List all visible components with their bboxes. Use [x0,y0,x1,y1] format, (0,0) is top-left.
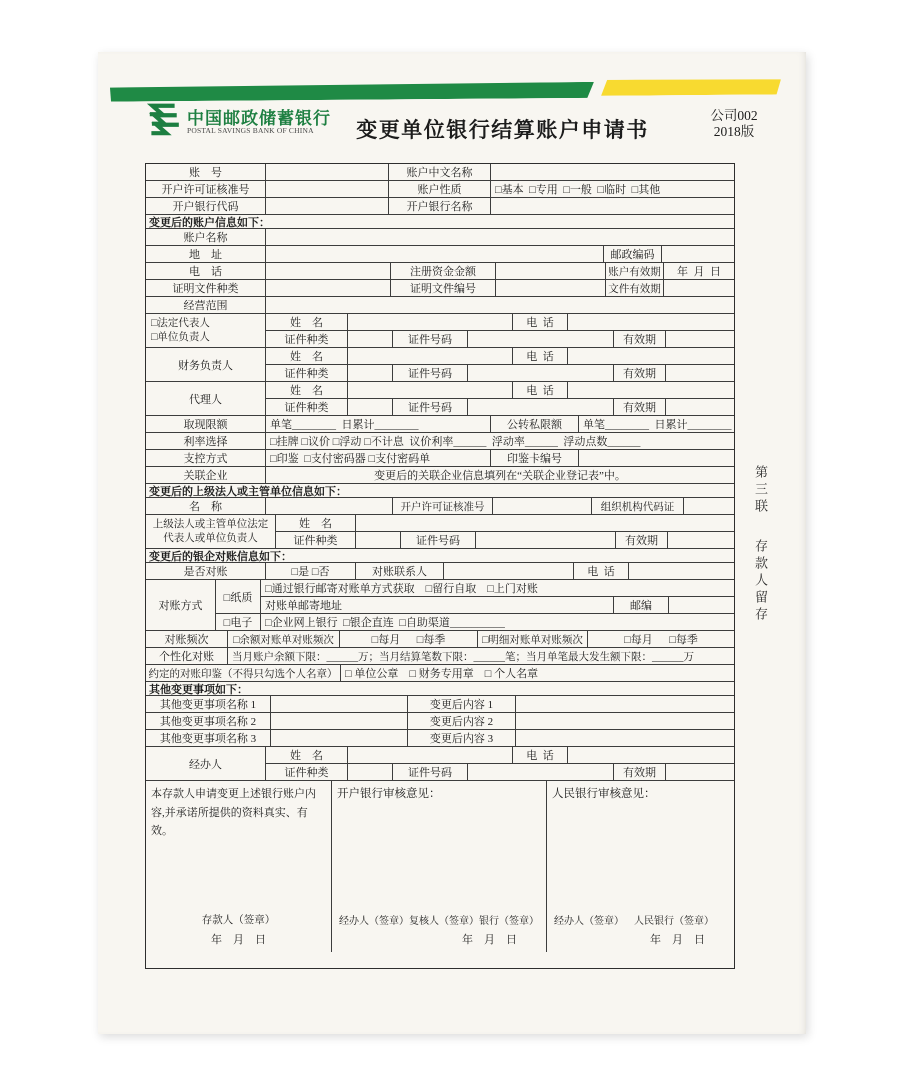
legal-rep-option: □法定代表人 [151,318,210,330]
address-label: 地 址 [146,246,266,262]
blank-cell [666,764,734,780]
table-row [146,450,734,467]
table-row [146,665,734,682]
blank-cell [629,563,734,579]
blank-cell [356,532,401,548]
table-row [146,229,734,246]
other-change-name2-label: 其他变更事项名称 2 [146,713,271,729]
operator-fields [266,747,734,780]
reg-capital-label: 注册资金金额 [391,263,496,279]
account-cn-name-label: 账户中文名称 [389,164,491,180]
business-scope-label: 经营范围 [146,297,266,313]
form-title: 变更单位银行结算账户申请书 [356,119,649,142]
phone-label: 电 话 [513,747,568,763]
blank-cell [266,198,389,214]
copy-number: 第三联 [753,465,768,516]
mail-postcode-label: 邮编 [614,597,669,613]
superior-rep-label-line1: 上级法人或主管单位法定 [152,519,269,531]
id-no-label: 证件号码 [401,532,476,548]
table-row [146,730,734,747]
account-name-label: 账户名称 [146,229,266,245]
balance-freq-choices: □每月 □每季 [340,631,478,647]
table-row [146,713,734,730]
form-table [145,163,735,969]
id-no-label: 证件号码 [393,399,468,415]
other-change-name3-label: 其他变更事项名称 3 [146,730,271,746]
recon-method-label: 对账方式 [146,580,216,630]
table-row [261,580,734,597]
is-recon-label: 是否对账 [146,563,266,579]
copy-holder: 存款人留存 [753,539,768,625]
legal-rep-label [146,314,266,347]
table-row [146,164,734,181]
cash-limit-fields: 单笔________ 日累计________ [266,416,491,432]
finance-officer-fields [266,348,734,381]
blank-cell [666,399,734,415]
recon-method-block [146,580,734,631]
blank-cell [568,348,734,364]
phone-label: 电 话 [513,382,568,398]
blank-cell [568,747,734,763]
recon-paper-block [216,580,734,614]
control-method-options: □印鉴 □支付密码器 □支付密码单 [266,450,491,466]
blank-cell [476,532,616,548]
table-row [266,747,734,764]
table-row [146,198,734,215]
table-row [266,399,734,415]
bank-review-box [332,781,547,952]
name-label: 姓 名 [266,747,348,763]
changed-content2-label: 变更后内容 2 [408,713,516,729]
changed-content1-label: 变更后内容 1 [408,696,516,712]
blank-cell [516,730,734,746]
transfer-limit-fields: 单笔________ 日累计________ [583,419,732,431]
blank-cell [668,532,734,548]
table-row [146,280,734,297]
name-label: 姓 名 [266,382,348,398]
unit-head-option: □单位负责人 [151,331,210,343]
bank-date-line: 年 月 日 [462,934,517,946]
blank-cell [266,164,389,180]
blank-cell [348,314,513,330]
id-type-label: 证件种类 [266,399,348,415]
doc-validity-label: 文件有效期 [606,280,664,296]
pboc-sign-labels: 经办人（签章） 人民银行（签章） [554,916,714,927]
table-row [146,246,734,263]
name-label: 姓 名 [266,348,348,364]
table-row [266,348,734,365]
blank-cell [266,229,734,245]
bank-name-label: 开户银行名称 [389,198,491,214]
blank-cell [348,382,513,398]
account-validity-label: 账户有效期 [606,263,664,279]
table-row [146,696,734,713]
recon-yes-no-options: □是 □否 [266,563,356,579]
license-no-label: 开户许可证核准号 [146,181,266,197]
blank-cell [468,331,614,347]
legal-rep-block [146,314,734,348]
agent-label: 代理人 [146,382,266,415]
blank-cell [271,696,408,712]
blank-cell [666,331,734,347]
id-no-label: 证件号码 [393,365,468,381]
detail-freq-option: □明细对账单对账频次 [478,631,588,647]
recon-contact-label: 对账联系人 [356,563,444,579]
operator-label: 经办人 [146,747,266,780]
pboc-review-label: 人民银行审核意见： [552,788,656,800]
blank-cell [271,730,408,746]
section-other-changes: 其他变更事项如下： [146,682,734,696]
agreed-seal-options: □ 单位公章 □ 财务专用章 □ 个人名章 [345,668,539,680]
id-no-label: 证件号码 [393,764,468,780]
superior-rep-fields [276,515,734,548]
table-row [276,532,734,548]
id-type-label: 证件种类 [266,365,348,381]
form-code [690,108,778,140]
blank-cell [491,164,734,180]
blank-cell [266,263,391,279]
table-row [216,614,734,630]
mail-address-label: 对账单邮寄地址 [261,597,614,613]
recon-method-body [216,580,734,630]
table-row [146,648,734,665]
account-type-options: □基本 □专用 □一般 □临时 □其他 [495,184,661,196]
id-type-label: 证件种类 [266,331,348,347]
superior-name-label: 名 称 [146,498,266,514]
blank-cell [266,297,734,313]
blank-cell [468,764,614,780]
validity-label: 有效期 [614,365,666,381]
finance-officer-label: 财务负责人 [146,348,266,381]
blank-cell [444,563,574,579]
id-no-label: 证件号码 [393,331,468,347]
blank-cell [568,314,734,330]
validity-label: 有效期 [614,331,666,347]
blank-cell [348,747,513,763]
changed-content3-label: 变更后内容 3 [408,730,516,746]
ymd-cell: 年 月 日 [677,266,721,278]
blank-cell [271,713,408,729]
agent-fields [266,382,734,415]
operator-block [146,747,734,781]
bank-review-label: 开户银行审核意见： [337,788,441,800]
depositor-date-line: 年 月 日 [211,934,266,946]
blank-cell [568,382,734,398]
personalized-recon-label: 个性化对账 [146,648,228,664]
blank-cell [496,263,606,279]
blank-cell [356,515,734,531]
validity-label: 有效期 [616,532,668,548]
other-change-name1-label: 其他变更事项名称 1 [146,696,271,712]
form-code-version: 2018版 [713,124,755,140]
bank-name-en: POSTAL SAVINGS BANK OF CHINA [187,126,314,136]
cash-limit-label: 取现限额 [146,416,266,432]
superior-rep-label-line2: 代表人或单位负责人 [163,532,258,544]
pboc-review-box [547,781,734,952]
blank-cell [266,280,391,296]
paper-option: □纸质 [216,580,261,613]
balance-freq-option: □余额对账单对账频次 [228,631,340,647]
table-row [266,314,734,331]
scanned-form-page [98,52,806,1034]
table-row [146,498,734,515]
validity-label: 有效期 [614,764,666,780]
section-superior-info: 变更后的上级法人或主管单位信息如下： [146,484,734,498]
blank-cell [266,181,389,197]
transfer-limit-label: 公转私限额 [491,416,579,432]
blank-cell [348,764,393,780]
depositor-sign-label: 存款人（签章） [201,915,276,926]
table-row [146,631,734,648]
name-label: 姓 名 [266,314,348,330]
superior-rep-label [146,515,276,548]
recon-paper-fields [261,580,734,613]
blank-cell [348,348,513,364]
blank-cell [669,597,734,613]
superior-license-label: 开户许可证核准号 [393,498,493,514]
depositor-declaration-box [146,781,332,952]
blank-cell [516,713,734,729]
legal-rep-fields [266,314,734,347]
phone-label: 电 话 [513,348,568,364]
blank-cell [468,365,614,381]
doc-type-label: 证明文件种类 [146,280,266,296]
agreed-seal-label: 约定的对账印鉴（不得只勾选个人名章） [146,665,341,681]
blank-cell [266,246,604,262]
superior-rep-block [146,515,734,549]
table-row [146,416,734,433]
account-no-label: 账 号 [146,164,266,180]
bank-code-label: 开户银行代码 [146,198,266,214]
paper-options: □通过银行邮寄对账单方式获取 □留行自取 □上门对账 [265,583,538,595]
superior-org-code-label: 组织机构代码证 [592,498,684,514]
table-row [266,365,734,381]
blank-cell [516,696,734,712]
validity-label: 有效期 [614,399,666,415]
personalized-recon-text: 当月账户余额下限：______万；当月结算笔数下限：______笔；当月单笔最大发生额下限：______万 [232,651,694,663]
table-row [146,263,734,280]
table-row [146,181,734,198]
doc-no-label: 证明文件编号 [391,280,496,296]
bank-logo-text [187,110,331,136]
table-row [261,597,734,613]
table-row [146,467,734,484]
blank-cell [491,198,734,214]
blank-cell [348,399,393,415]
green-stripe [110,82,594,102]
psbc-emblem-icon [144,101,182,144]
signature-section [146,781,734,952]
table-row [146,297,734,314]
electronic-options: □企业网上银行 □银企直连 □自助渠道__________ [265,617,505,629]
phone-label: 电 话 [513,314,568,330]
table-row [266,331,734,347]
rate-choice-options: □挂牌 □议价 □浮动 □不计息 议价利率______ 浮动率______ 浮动点数______ [270,436,641,448]
blank-cell [684,498,734,514]
related-company-label: 关联企业 [146,467,266,483]
electronic-option: □电子 [216,614,261,630]
bank-name-cn: 中国邮政储蓄银行 [187,108,331,128]
section-recon-info: 变更后的银企对账信息如下： [146,549,734,563]
blank-cell [348,331,393,347]
blank-cell [493,498,592,514]
yellow-stripe [601,78,781,95]
recon-freq-label: 对账频次 [146,631,228,647]
rate-choice-label: 利率选择 [146,433,266,449]
table-row [266,382,734,399]
table-row [266,764,734,780]
postcode-label: 邮政编码 [604,246,662,262]
phone-label: 电 话 [146,263,266,279]
table-row [146,433,734,450]
copy-margin-note [751,465,770,624]
table-row [146,563,734,580]
related-company-note: 变更后的关联企业信息填列在“关联企业登记表”中。 [374,470,626,482]
pboc-date-line: 年 月 日 [650,934,705,946]
blank-cell [662,246,734,262]
control-method-label: 支控方式 [146,450,266,466]
blank-cell [266,498,393,514]
blank-cell [348,365,393,381]
section-account-info: 变更后的账户信息如下： [146,215,734,229]
bank-sign-labels: 经办人（签章）复核人（签章）银行（签章） [339,916,539,927]
blank-cell [579,450,734,466]
depositor-declaration: 本存款人申请变更上述银行账户内容,并承诺所提供的资料真实、有效。 [151,788,316,838]
id-type-label: 证件种类 [276,532,356,548]
detail-freq-choices: □每月 □每季 [624,634,698,646]
blank-cell [496,280,606,296]
finance-officer-block [146,348,734,382]
phone-label: 电 话 [574,563,629,579]
bank-logo [144,101,331,144]
name-label: 姓 名 [276,515,356,531]
form-code-number: 公司002 [710,108,758,123]
table-row [276,515,734,532]
account-type-label: 账户性质 [389,181,491,197]
blank-cell [468,399,614,415]
blank-cell [664,280,734,296]
id-type-label: 证件种类 [266,764,348,780]
agent-block [146,382,734,416]
seal-card-no-label: 印鉴卡编号 [491,450,579,466]
blank-cell [666,365,734,381]
